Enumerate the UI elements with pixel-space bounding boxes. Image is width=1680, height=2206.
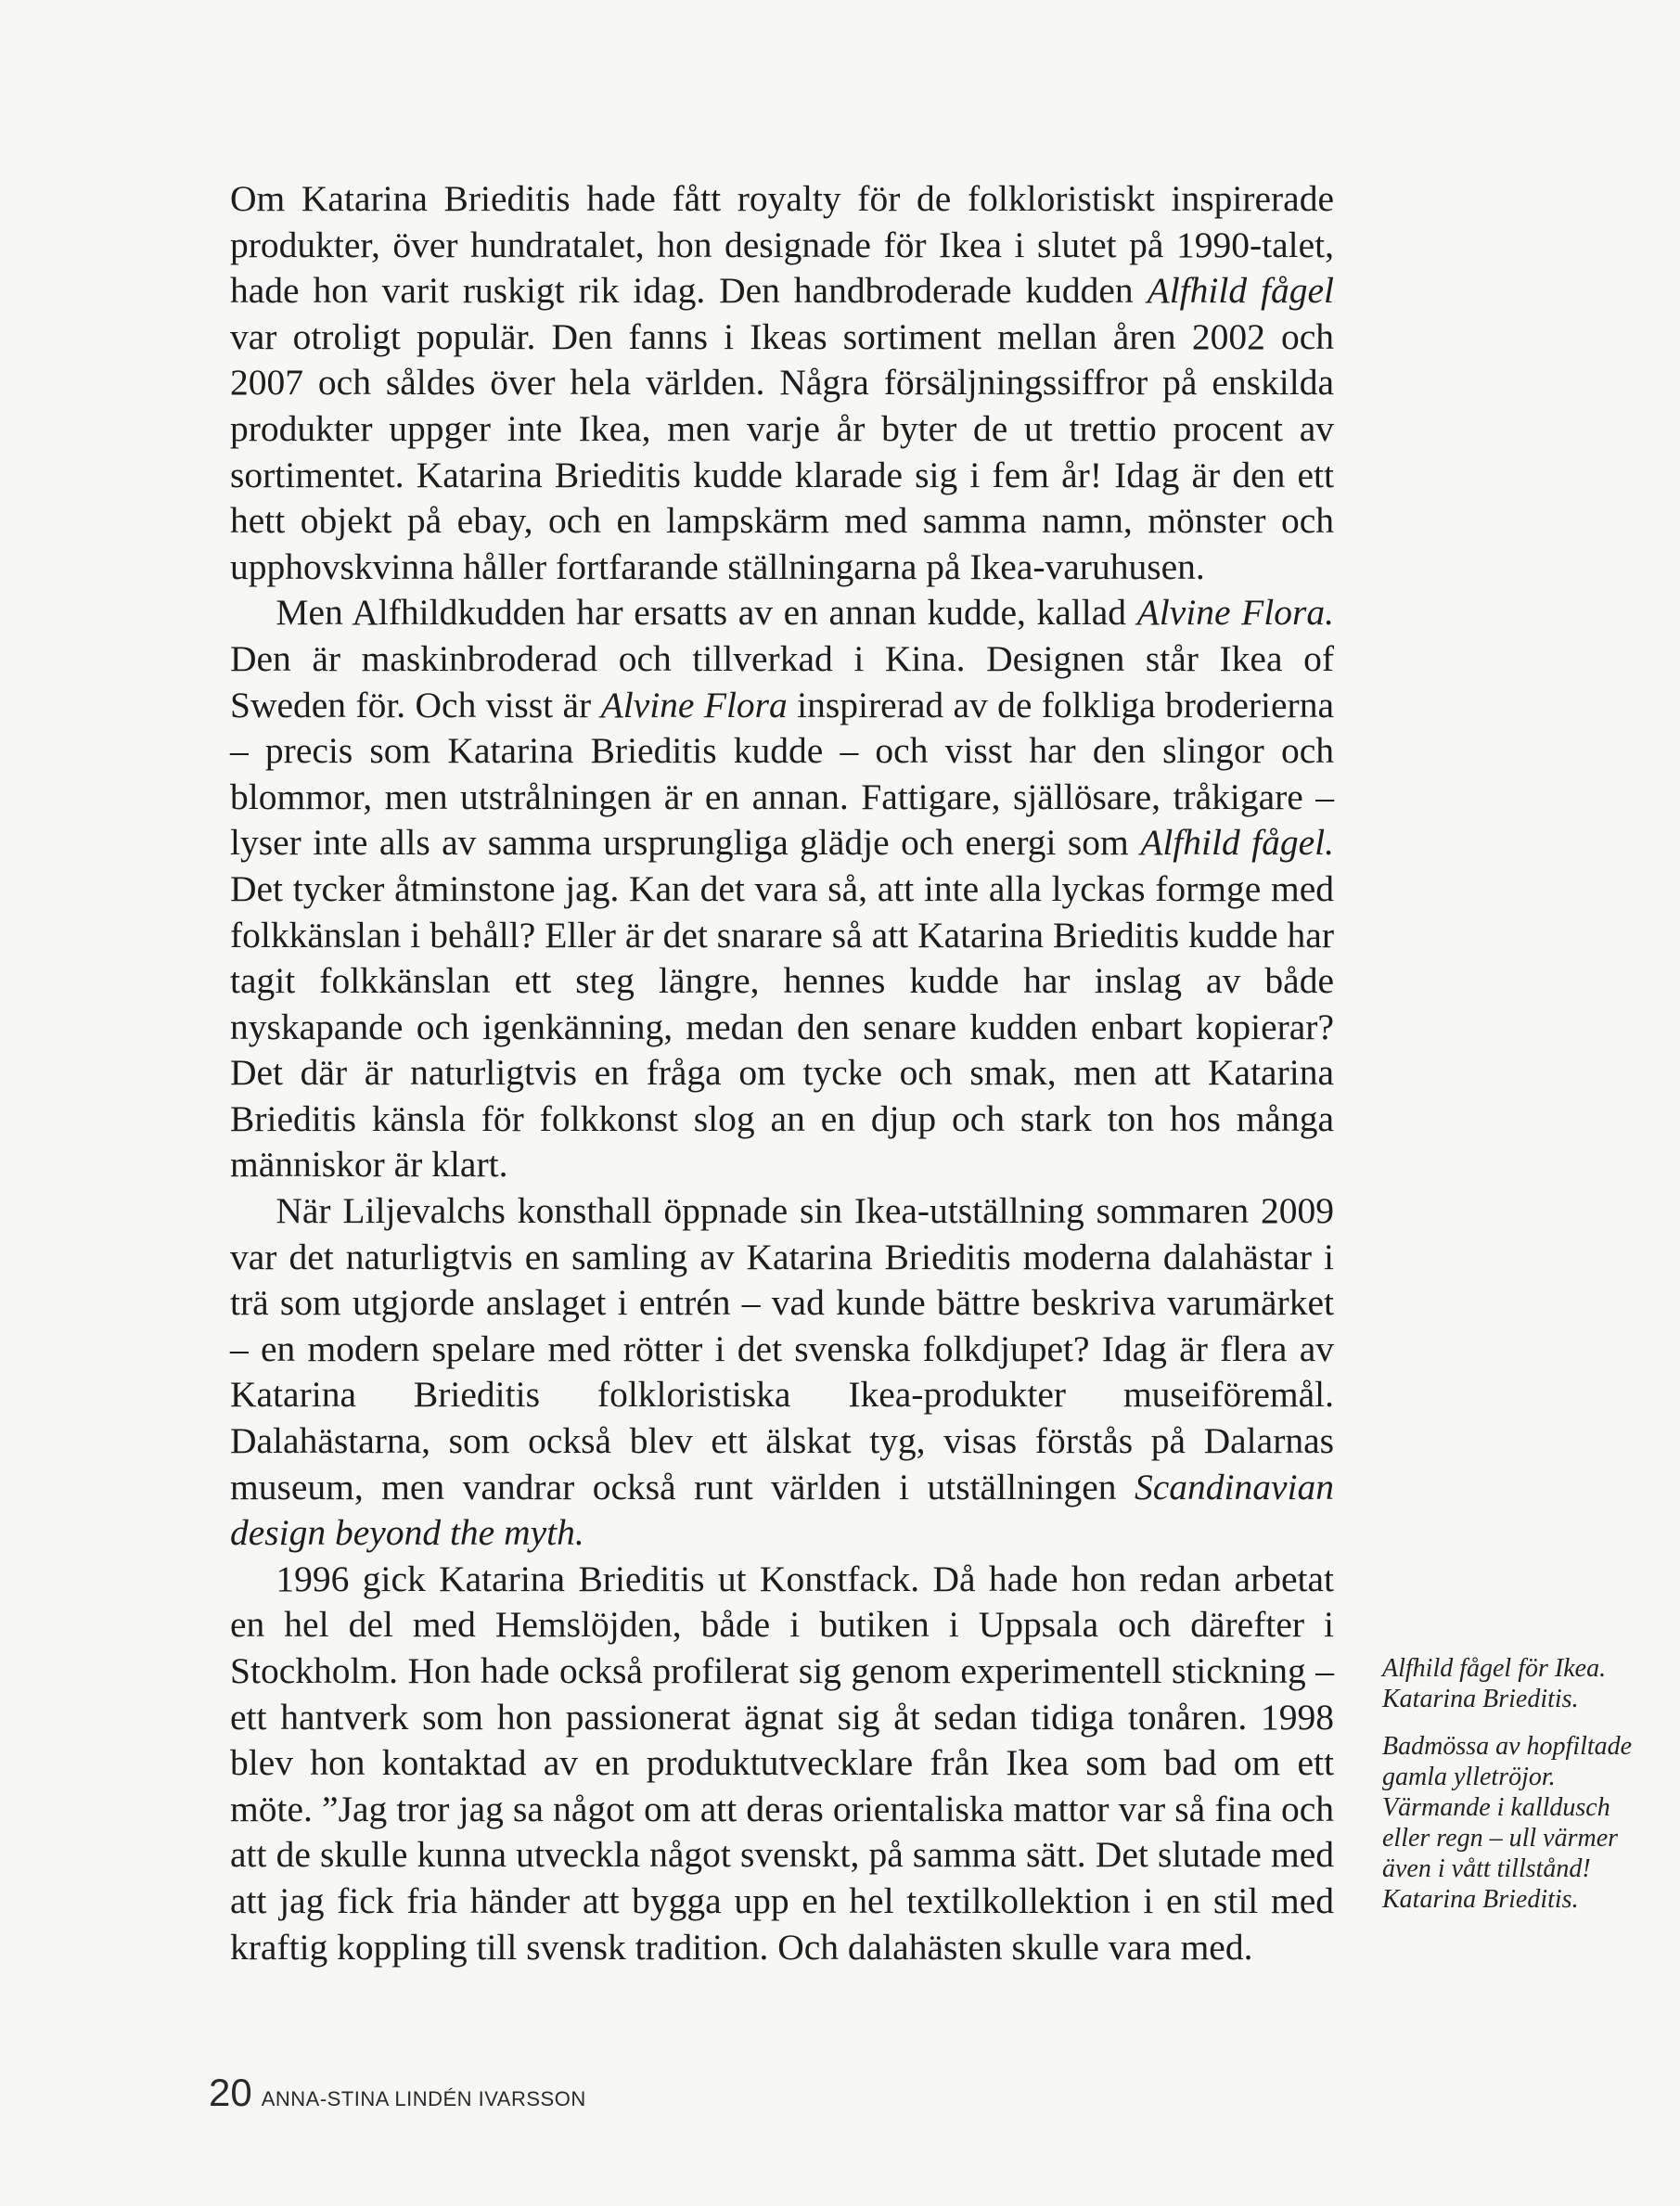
paragraph-1: Om Katarina Brieditis hade fått royalty för de folkloristiskt inspirerade produkter, över hundratalet, hon designade för Ikea i slutet på 1990-talet, hade hon varit ruskigt rik idag. Den handbroderade kudden Alfhild fågel var otroligt populär. Den fanns i Ikeas sortiment mellan åren 2002 och 2007 och såldes över hela världen. Några försäljningssiffror på enskilda produkter uppger inte Ikea, men varje år byter de ut trettio procent av sortimentet. Katarina Brieditis kudde klarade sig i fem år! Idag är den ett hett objekt på ebay, och en lampskärm med samma namn, mönster och upphovskvinna håller fortfarande ställningarna på Ikea-varuhusen. [230,178,1334,587]
paragraph-2: Men Alfhildkudden har ersatts av en annan kudde, kallad Alvine Flora. Den är maskinbroderad och tillverkad i Kina. Designen står Ikea of Sweden för. Och visst är Alvine Flora inspirerad av de folkliga broderierna – precis som Katarina Brieditis kudde – och visst har den slingor och blommor, men utstrålningen är en annan. Fattigare, själlösare, tråkigare – lyser inte alls av samma ursprungliga glädje och energi som Alfhild fågel. Det tycker åtminstone jag. Kan det vara så, att inte alla lyckas formge med folkkänslan i behåll? Eller är det snarare så att Katarina Brieditis kudde har tagit folkkänslan ett steg längre, hennes kudde har inslag av både nyskapande och igenkänning, medan den senare kudden enbart kopierar? Det där är naturligtvis en fråga om tycke och smak, men att Katarina Brieditis känsla för folkkonst slog an en djup och stark ton hos många människor är klart. [230,592,1334,1186]
caption-2: Badmössa av hopfiltade gamla ylletröjor. Värmande i kalldusch eller regn – ull värmer även i vått tillstånd! Katarina Brieditis. [1382,1732,1633,1914]
page-footer [209,2071,586,2115]
paragraph-3: När Liljevalchs konsthall öppnade sin Ikea-utställning sommaren 2009 var det naturligtvis en samling av Katarina Brieditis moderna dalahästar i trä som utgjorde anslaget i entrén – vad kunde bättre beskriva varumärket – en modern spelare med rötter i det svenska folkdjupet? Idag är flera av Katarina Brieditis folkloristiska Ikea-produkter museiföremål. Dalahästarna, som också blev ett älskat tyg, visas förstås på Dalarnas museum, men vandrar också runt världen i utställningen Scandinavian design beyond the myth. [230,1190,1334,1554]
image-captions [1382,1653,1651,1931]
running-footer-author: ANNA-STINA LINDÉN IVARSSON [261,2087,586,2110]
caption-1: Alfhild fågel för Ikea. Katarina Brieditis. [1382,1654,1607,1713]
body-text [230,176,1334,1970]
paragraph-4: 1996 gick Katarina Brieditis ut Konstfack. Då hade hon redan arbetat en hel del med Hemslöjden, både i butiken i Uppsala och därefter i Stockholm. Hon hade också profilerat sig genom experimentell stickning – ett hantverk som hon passionerat ägnat sig åt sedan tidiga tonåren. 1998 blev hon kontaktad av en produktutvecklare från Ikea som bad om ett möte. ”Jag tror jag sa något om att deras orientaliska mattor var så fina och att de skulle kunna utveckla något svenskt, på samma sätt. Det slutade med att jag fick fria händer att bygga upp en hel textilkollektion i en stil med kraftig koppling till svensk tradition. Och dalahästen skulle vara med. [230,1558,1334,1968]
page-number: 20 [209,2071,252,2114]
